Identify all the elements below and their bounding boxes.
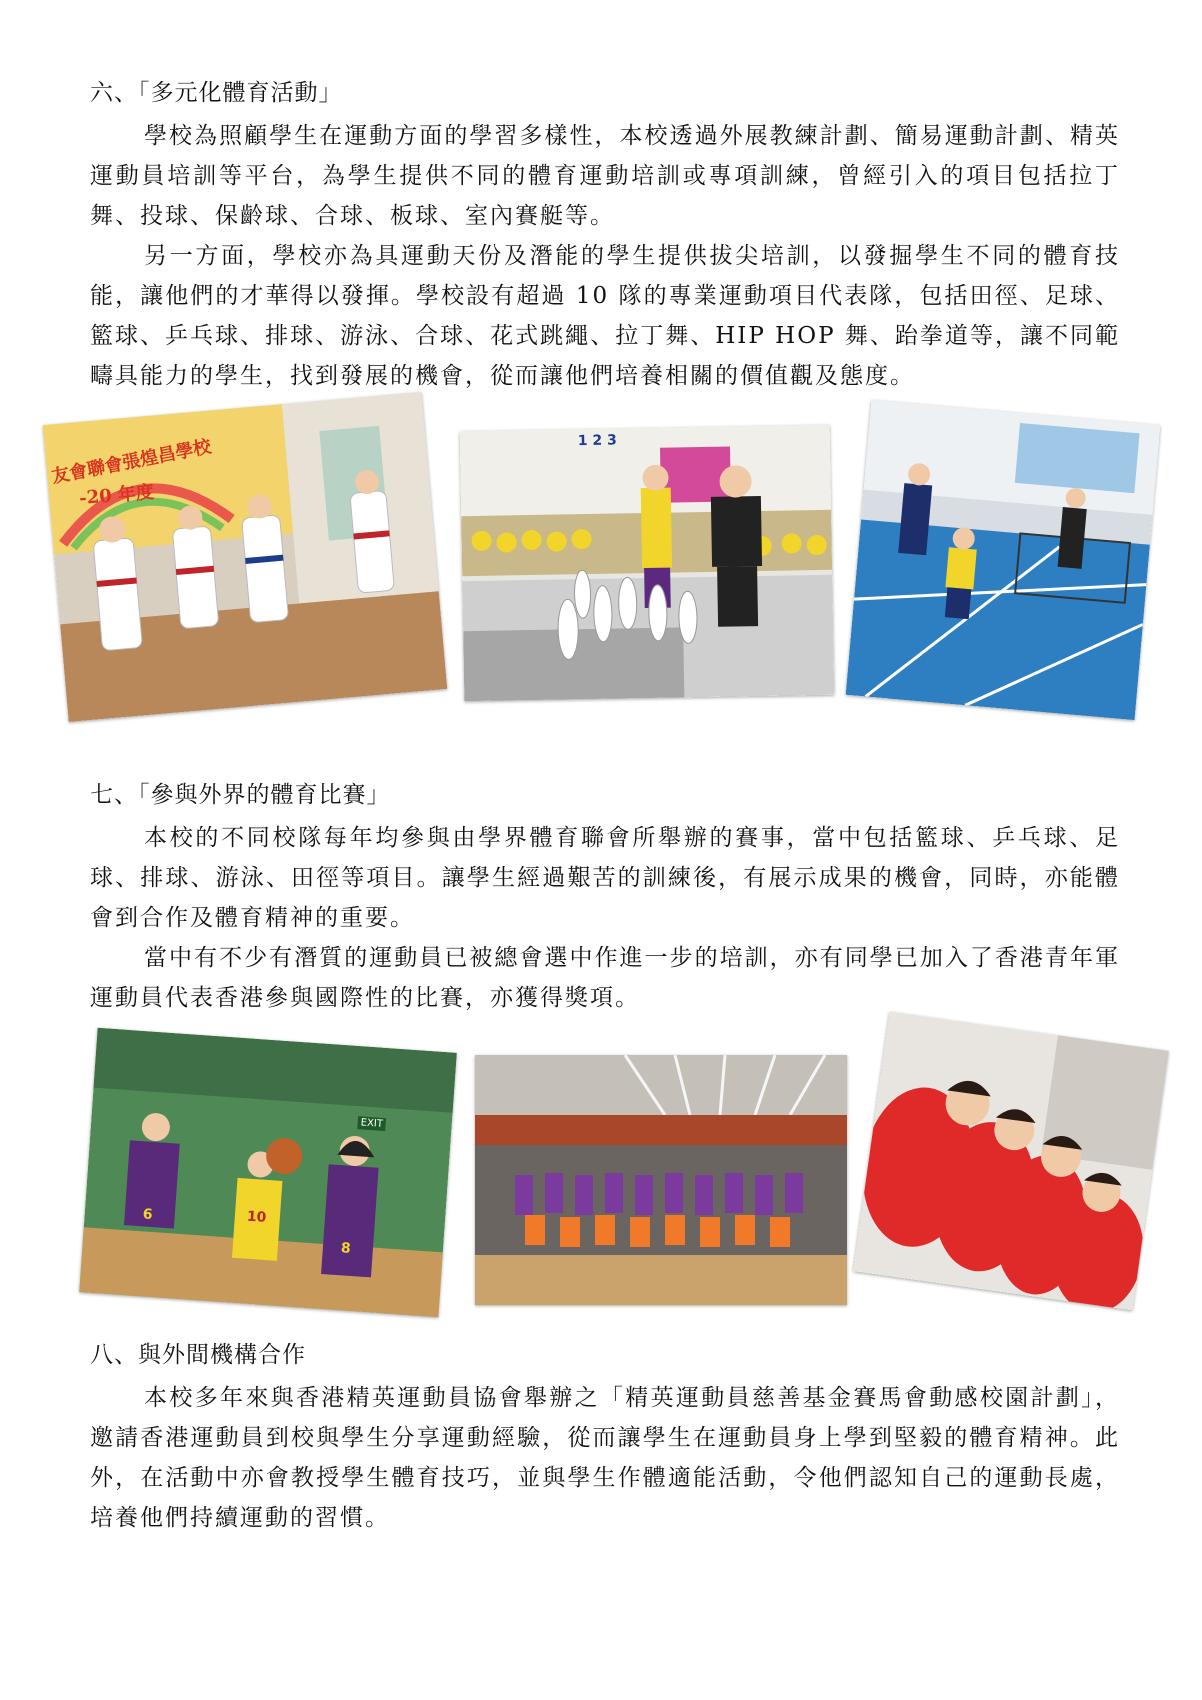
section-6-paragraph-1: 學校為照顧學生在運動方面的學習多樣性，本校透過外展教練計劃、簡易運動計劃、精英運動員培訓等平台，為學生提供不同的體育運動培訓或專項訓練，曾經引入的項目包括拉丁舞、投球、保齡球、合球、板球、室內賽艇等。 bbox=[90, 123, 1120, 229]
photo-taekwondo-banner-text: 友會聯會張煌昌學校 bbox=[49, 436, 213, 488]
section-7 bbox=[90, 780, 1120, 1018]
photo-basketball-exit-sign: EXIT bbox=[357, 1116, 386, 1131]
photo-taekwondo-banner-year: -20 年度 bbox=[78, 481, 155, 510]
photo-basketball-jersey-number: 8 bbox=[340, 1240, 352, 1257]
photo-taekwondo bbox=[43, 392, 448, 722]
section-8 bbox=[90, 1340, 1120, 1538]
photo-dance-team bbox=[853, 1012, 1169, 1311]
section-6-paragraph-2: 另一方面，學校亦為具運動天份及潛能的學生提供拔尖培訓，以發掘學生不同的體育技能，讓他們的才華得以發揮。學校設有超過 10 隊的專業運動項目代表隊，包括田徑、足球、籃球、乒乓球、排球、游泳、合球、花式跳繩、拉丁舞、HIP HOP 舞、跆拳道等，讓不同範疇具能力的學生，找到發展的機會，從而讓他們培養相關的價值觀及態度。 bbox=[90, 243, 1120, 389]
section-7-paragraph-1: 本校的不同校隊每年均參與由學界體育聯會所舉辦的賽事，當中包括籃球、乒乓球、足球、排球、游泳、田徑等項目。讓學生經過艱苦的訓練後，有展示成果的機會，同時，亦能體會到合作及體育精神的重要。 bbox=[90, 825, 1120, 931]
photo-bowling-board-numbers: 1 2 3 bbox=[577, 432, 617, 450]
photo-basketball bbox=[79, 1028, 457, 1317]
photo-basketball-jersey-number: 6 bbox=[142, 1206, 154, 1224]
section-6-heading: 六、「多元化體育活動」 bbox=[90, 80, 343, 106]
section-7-heading: 七、「參與外界的體育比賽」 bbox=[90, 782, 391, 808]
section-6 bbox=[90, 78, 1120, 396]
photo-basketball-jersey-number: 10 bbox=[246, 1208, 267, 1226]
section-8-paragraph-1: 本校多年來與香港精英運動員協會舉辦之「精英運動員慈善基金賽馬會動感校園計劃」，邀請香港運動員到校與學生分享運動經驗，從而讓學生在運動員身上學到堅毅的體育精神。此外，在活動中亦會教授學生體育技巧，並與學生作體適能活動，令他們認知自己的運動長處，培養他們持續運動的習慣。 bbox=[90, 1385, 1120, 1531]
photo-indoor-court bbox=[846, 400, 1161, 720]
photo-bowling bbox=[460, 425, 835, 701]
section-7-paragraph-2: 當中有不少有潛質的運動員已被總會選中作進一步的培訓，亦有同學已加入了香港青年軍運動員代表香港參與國際性的比賽，亦獲得獎項。 bbox=[90, 945, 1120, 1011]
photo-team-group bbox=[475, 1055, 847, 1305]
section-8-heading: 八、與外間機構合作 bbox=[90, 1342, 306, 1368]
